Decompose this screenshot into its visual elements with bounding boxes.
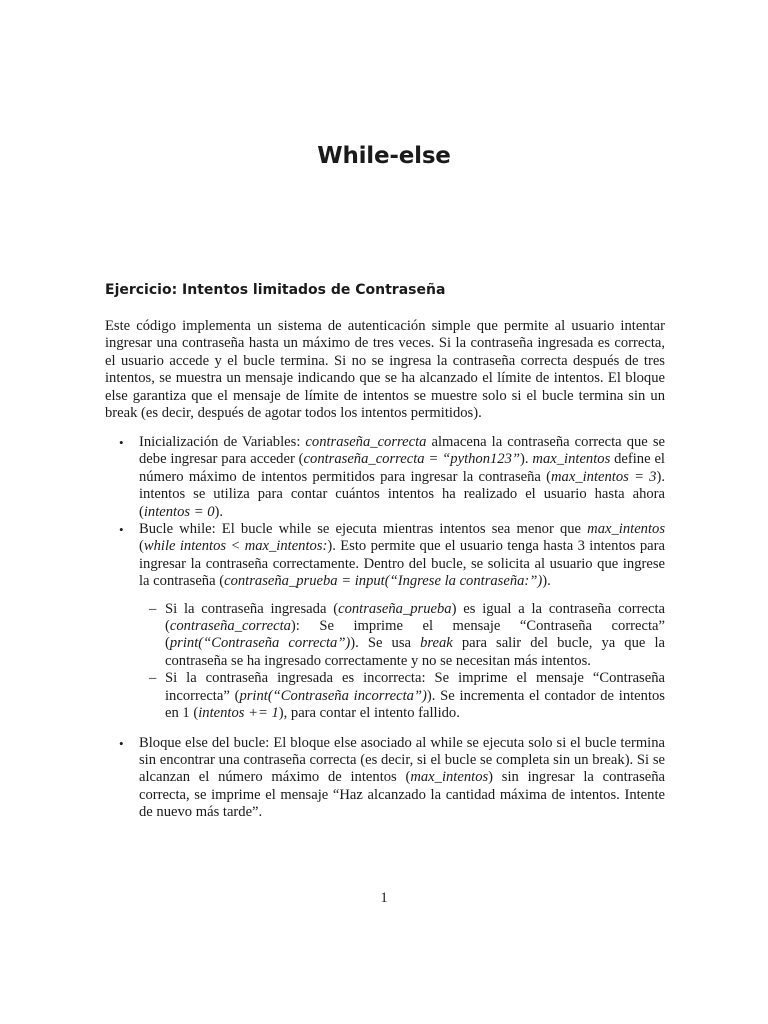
page-number: 1: [380, 890, 388, 906]
intro-paragraph: Este código implementa un sistema de autenticación simple que permite al usuario intentar ingresar una contraseña hasta un máximo de tres veces. Si la contraseña ingresada es correcta, el usuario accede y el bucle termina. Si no se ingresa la contraseña correcta después de tres intentos, se muestra un mensaje indicando que se ha alcanzado el límite de intentos. El bloque else garantiza que el mensaje de límite de intentos se muestre solo si el bucle termina sin un break (es decir, después de agotar todos los intentos permitidos).: [105, 318, 665, 422]
bullet-icon: •: [119, 435, 124, 450]
dash-icon: –: [149, 600, 157, 617]
bullet-icon: •: [119, 522, 124, 538]
section-heading: Ejercicio: Intentos limitados de Contraseña: [105, 282, 446, 298]
sublist-item-incorrect: – Si la contraseña ingresada es incorrecta: Se imprime el mensaje “Contraseña incorrecta” (print(“Contraseña incorrecta”)). Se incrementa el contador de intentos en 1 (intentos += 1), para contar el intento fallido.: [149, 670, 665, 722]
while-loop-sublist: [139, 601, 665, 723]
dash-icon: –: [149, 670, 157, 687]
list-item-while-loop: • Bucle while: El bucle while se ejecuta mientras intentos sea menor que max_intentos (while intentos < max_intentos:). Esto permite que el usuario tenga hasta 3 intentos para ingresar la contraseña correctamente. Dentro del bucle, se solicita al usuario que ingrese la contraseña (contraseña_prueba = input(“Ingrese la contraseña:”)). – Si la contraseña ingresada (contraseña_prueba) es igual a la contraseña correcta (contraseña_correcta): Se imprime el mensaje “Contraseña correcta” (print(“Contraseña correcta”)). Se usa break para salir del bucle, ya que la contraseña se ha ingresado correctamente y no se necesitan más intentos. – Si la contraseña ingresada es incorrecta: Se imprime el mensaje “Contraseña incorrecta” (print(“Contraseña incorrecta”)). Se incrementa el contador de intentos en 1 (intentos += 1), para contar el intento fallido.: [119, 521, 665, 722]
list-item-else-block: • Bloque else del bucle: El bloque else asociado al while se ejecuta solo si el bucle termina sin encontrar una contraseña correcta (es decir, si el bucle se completa sin un break). Si se alcanzan el número máximo de intentos (max_intentos) sin ingresar la contraseña correcta, se imprime el mensaje “Haz alcanzado la cantidad máxima de intentos. Intente de nuevo más tarde”.: [119, 734, 665, 821]
list-item-initialization: • Inicialización de Variables: contraseña_correcta almacena la contraseña correcta que se debe ingresar para acceder (contraseña_correcta = “python123”). max_intentos define el número máximo de intentos permitidos para ingresar la contraseña (max_intentos = 3). intentos se utiliza para contar cuántos intentos ha realizado el usuario hasta ahora (intentos = 0).: [119, 434, 665, 520]
sublist-item-correct: – Si la contraseña ingresada (contraseña_prueba) es igual a la contraseña correcta (contraseña_correcta): Se imprime el mensaje “Contraseña correcta” (print(“Contraseña correcta”)). Se usa break para salir del bucle, ya que la contraseña se ha ingresado correctamente y no se necesitan más intentos.: [149, 600, 665, 669]
bullet-icon: •: [119, 735, 124, 751]
page-title: While-else: [317, 143, 451, 169]
explanation-list: [105, 434, 665, 822]
